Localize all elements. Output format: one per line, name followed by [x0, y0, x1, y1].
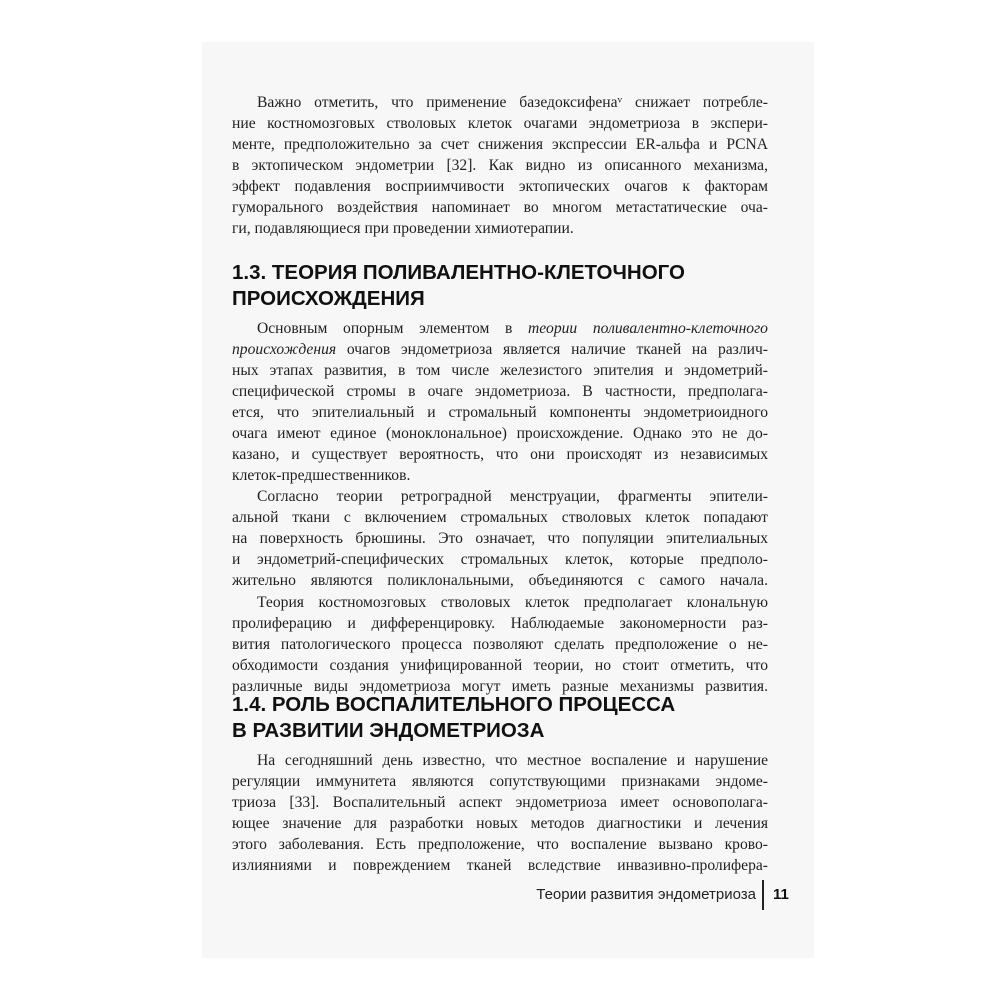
italic-term: теории поливалентно-клеточного	[528, 320, 768, 337]
paragraph-line: Важно отметить, что применение базедоксифенаᵛ снижает потребле-	[257, 94, 768, 111]
paragraph-line	[257, 319, 768, 339]
text-run: Основным опорным элементом в	[257, 320, 529, 337]
paragraph-line: ных этапах развития, в том числе железистого эпителия и эндометрий-	[232, 362, 768, 379]
paragraph-line: различные виды эндометриоза могут иметь разные механизмы развития.	[232, 678, 768, 695]
italic-term: происхождения	[232, 341, 337, 358]
paragraph-line: триоза [33]. Воспалительный аспект эндометриоза имеет основополага-	[232, 794, 768, 811]
paragraph-line: казано, и существует вероятность, что они происходят из независимых	[232, 446, 768, 463]
paragraph-line: специфической стромы в очаге эндометриоза. В частности, предполага-	[232, 383, 768, 400]
paragraph-line: пролиферацию и дифференцировку. Наблюдаемые закономерности раз-	[232, 615, 768, 632]
footer-divider	[762, 880, 764, 910]
paragraph-line: ющее значение для разработки новых методов диагностики и лечения	[232, 815, 768, 832]
paragraph-line: гуморального воздействия напоминает во многом метастатические оча-	[232, 199, 768, 216]
section-heading-1-4-line1: 1.4. РОЛЬ ВОСПАЛИТЕЛЬНОГО ПРОЦЕССА	[232, 693, 676, 716]
paragraph-line: Теория костномозговых стволовых клеток предполагает клональную	[257, 594, 768, 611]
paragraph-line: этого заболевания. Есть предположение, что воспаление вызвано крово-	[232, 836, 768, 853]
paragraph-line: эффект подавления восприимчивости эктопических очагов к факторам	[232, 178, 768, 195]
paragraph-line	[232, 340, 768, 360]
paragraph-line: обходимости создания унифицированной теории, но стоит отметить, что	[232, 657, 768, 674]
paragraph-line: излияниями и повреждением тканей вследствие инвазивно-пролифера-	[232, 857, 768, 874]
paragraph-line: очага имеют единое (моноклональное) происхождение. Однако это не до-	[232, 425, 768, 442]
paragraph-line: регуляции иммунитета являются сопутствующими признаками эндоме-	[232, 773, 768, 790]
paragraph-line: ется, что эпителиальный и стромальный компоненты эндометриоидного	[232, 404, 768, 421]
paragraph-line: вития патологического процесса позволяют сделать предположение о не-	[232, 636, 768, 653]
paragraph-line: на поверхность брюшины. Это означает, что популяции эпителиальных	[232, 530, 768, 547]
paragraph-line: ние костномозговых стволовых клеток очагами эндометриоза в экспери-	[232, 115, 768, 132]
paragraph-line: жительно являются поликлональными, объединяются с самого начала.	[232, 572, 768, 589]
section-heading-1-3-line2: ПРОИСХОЖДЕНИЯ	[232, 287, 425, 310]
paragraph-line: На сегодняшний день известно, что местное воспаление и нарушение	[257, 752, 768, 769]
section-heading-1-4-line2: В РАЗВИТИИ ЭНДОМЕТРИОЗА	[232, 719, 545, 742]
paragraph-line: ги, подавляющиеся при проведении химиотерапии.	[232, 220, 574, 237]
paragraph-line: и эндометрий-специфических стромальных клеток, которые предполо-	[232, 551, 768, 568]
paragraph-line: Согласно теории ретроградной менструации, фрагменты эпители-	[257, 488, 768, 505]
section-heading-1-3-line1: 1.3. ТЕОРИЯ ПОЛИВАЛЕНТНО-КЛЕТОЧНОГО	[232, 261, 685, 284]
paragraph-line: клеток-предшественников.	[232, 467, 411, 484]
page-number: 11	[773, 886, 789, 903]
paragraph-line: в эктопическом эндометрии [32]. Как видно из описанного механизма,	[232, 157, 768, 174]
text-run: очагов эндометриоза является наличие тканей на различ-	[336, 341, 768, 358]
running-title: Теории развития эндометриоза	[536, 886, 756, 903]
paragraph-line: менте, предположительно за счет снижения экспрессии ER-альфа и PCNA	[232, 136, 768, 153]
paragraph-line: альной ткани с включением стромальных стволовых клеток попадают	[232, 509, 768, 526]
